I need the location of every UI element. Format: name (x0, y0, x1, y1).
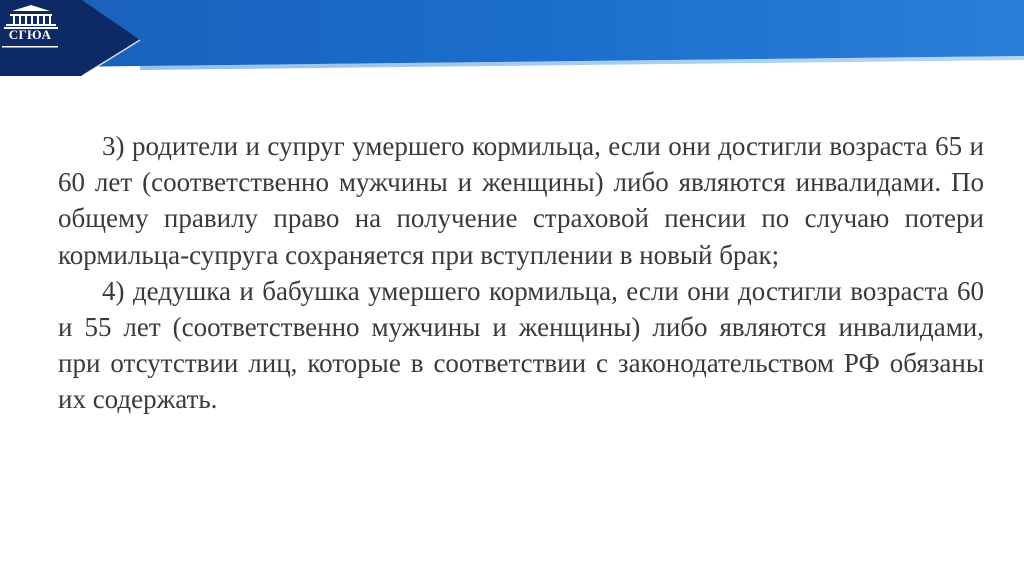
paragraph-item-4: 4) дедушка и бабушка умершего кормильца, если они достигли возраста 60 и 55 лет (соответственно мужчины и женщины) либо являются инвалидами, при отсутствии лиц, которые в соответствии с законодательством РФ обязаны их содержать. (58, 275, 984, 415)
paragraph-item-3: 3) родители и супруг умершего кормильца, если они достигли возраста 65 и 60 лет (соответственно мужчины и женщины) либо являются инвалидами. По общему правилу право на получение страховой пенсии по случаю потери кормильца-супруга сохраняется при вступлении в новый брак; (58, 131, 984, 270)
main-text (58, 128, 984, 418)
logo-text: СГЮА (8, 27, 52, 42)
header-band (0, 0, 1024, 76)
logo-underline (0, 45, 62, 51)
logo (0, 2, 62, 52)
